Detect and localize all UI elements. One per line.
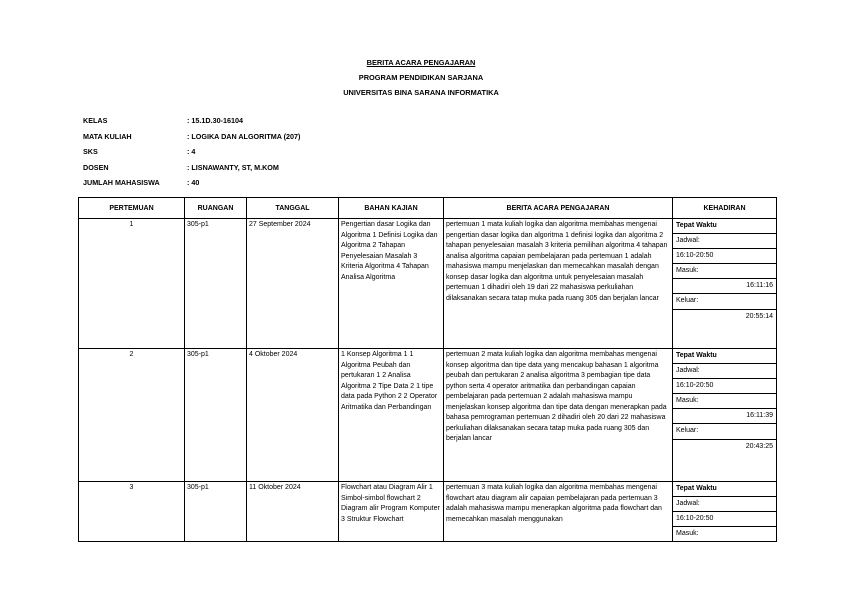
cell-tanggal: 11 Oktober 2024 [247,482,339,542]
info-value: : 4 [187,147,196,156]
info-row-jumlah-mahasiswa [83,175,300,191]
info-value: : 40 [187,178,200,187]
cell-pertemuan: 2 [79,349,185,482]
title-line-1: BERITA ACARA PENGAJARAN [366,58,476,67]
title-line-3: UNIVERSITAS BINA SARANA INFORMATIKA [343,88,499,97]
header-bahan-kajian: BAHAN KAJIAN [339,198,444,219]
status-label: Tepat Waktu [673,482,776,497]
masuk-label: Masuk: [676,530,699,538]
jadwal-label: Jadwal: [673,234,776,249]
berita-acara-table [78,197,777,542]
cell-ruangan: 305-p1 [185,349,247,482]
cell-kehadiran [673,482,777,542]
cell-tanggal: 27 September 2024 [247,219,339,349]
info-label: SKS [83,147,98,156]
header-tanggal: TANGGAL [247,198,339,219]
info-row-kelas [83,113,300,129]
keluar-label: Keluar: [673,424,776,439]
cell-bahan-kajian: 1 Konsep Algoritma 1 1 Algoritma Peubah dan pertukaran 1 2 Analisa Algoritma 2 Tipe Data 2 1 tipe data pada Python 2 2 Operator Aritmatika dan Perbandingan [339,349,444,482]
status-label: Tepat Waktu [673,349,776,364]
title-line-2: PROGRAM PENDIDIKAN SARJANA [358,73,484,82]
info-value: : 15.1D.30-16104 [187,116,243,125]
info-label: MATA KULIAH [83,131,132,141]
masuk-value: 16:11:39 [673,409,776,424]
info-value: : LISNAWANTY, ST, M.KOM [187,162,279,172]
info-value: : LOGIKA DAN ALGORITMA (207) [187,131,301,141]
jadwal-label: Jadwal: [673,364,776,379]
keluar-value: 20:43:25 [745,442,773,450]
header-pertemuan: PERTEMUAN [79,198,185,219]
masuk-label: Masuk: [673,394,776,409]
jadwal-value: 16:10-20:50 [673,379,776,394]
jadwal-label: Jadwal: [673,497,776,512]
status-label: Tepat Waktu [673,219,776,234]
cell-bahan-kajian: Pengertian dasar Logika dan Algoritma 1 Definisi Logika dan Algoritma 2 Tahapan Penyelesaian Masalah 3 Kriteria Algoritma 4 Tahapan Analisa Algoritma [339,219,444,349]
cell-tanggal: 4 Oktober 2024 [247,349,339,482]
header-ruangan: RUANGAN [185,198,247,219]
cell-kehadiran [673,349,777,482]
table-row [79,482,777,542]
keluar-label: Keluar: [673,294,776,309]
jadwal-value: 16:10-20:50 [673,249,776,264]
cell-berita-acara: pertemuan 3 mata kuliah logika dan algoritma membahas mengenai flowchart atau diagram alir capaian pembelajaran pada pertemuan 3 adalah mahasiswa mampu menerapkan algoritma pada flowchart dan memecahkan masalah menggunakan [444,482,673,542]
cell-berita-acara: pertemuan 2 mata kuliah logika dan algoritma membahas mengenai konsep algoritma dan tipe data yang mencakup bahasan 1 algoritma peubah dan pertukaran 2 analisa algoritma 3 pembagian tipe data python serta 4 operator aritmatika dan perbandingan capaian pembelajaran pada pertemuan 2 adalah mahasiswa mampu menjelaskan konsep algoritma dan tipe data dengan menerapkan pada bahasa pemrograman pertemuan 2 dihadiri oleh 20 dari 22 mahasiswa perkuliahan dilaksanakan secara tatap muka pada ruang 305 dan berjalan lancar [444,349,673,482]
cell-ruangan: 305-p1 [185,219,247,349]
cell-berita-acara: pertemuan 1 mata kuliah logika dan algoritma membahas mengenai pengertian dasar logika dan algoritma 1 definisi logika dan algoritma 2 tahapan penyelesaian masalah 3 kriteria pemilihan algoritma 4 tahapan analisa algoritma capaian pembelajaran pada pertemuan 1 adalah mahasiswa mampu menjelaskan dan memecahkan masalah dengan konsep dasar logika dan algoritma untuk penyelesaian masalah pertemuan 1 dihadiri oleh 19 dari 22 mahasiswa perkuliahan dilaksanakan secara tatap muka pada ruang 305 dan berjalan lancar [444,219,673,349]
cell-kehadiran [673,219,777,349]
masuk-label: Masuk: [673,264,776,279]
cell-bahan-kajian: Flowchart atau Diagram Alir 1 Simbol-simbol flowchart 2 Diagram alir Program Komputer 3 Struktur Flowchart [339,482,444,542]
info-row-dosen [83,160,300,176]
keluar-value: 20:55:14 [745,312,773,320]
document-header [0,55,842,100]
info-row-mata-kuliah [83,129,300,145]
info-row-sks [83,144,300,160]
info-label: JUMLAH MAHASISWA [83,178,160,187]
course-info [83,113,300,191]
cell-pertemuan: 3 [79,482,185,542]
info-label: KELAS [83,116,108,125]
table-row [79,349,777,482]
masuk-value: 16:11:16 [673,279,776,294]
table-header-row [79,198,777,219]
jadwal-value: 16:10-20:50 [673,512,776,527]
cell-ruangan: 305-p1 [185,482,247,542]
table-row [79,219,777,349]
info-label: DOSEN [83,162,109,172]
header-berita-acara: BERITA ACARA PENGAJARAN [444,198,673,219]
cell-pertemuan: 1 [79,219,185,349]
header-kehadiran: KEHADIRAN [673,198,777,219]
